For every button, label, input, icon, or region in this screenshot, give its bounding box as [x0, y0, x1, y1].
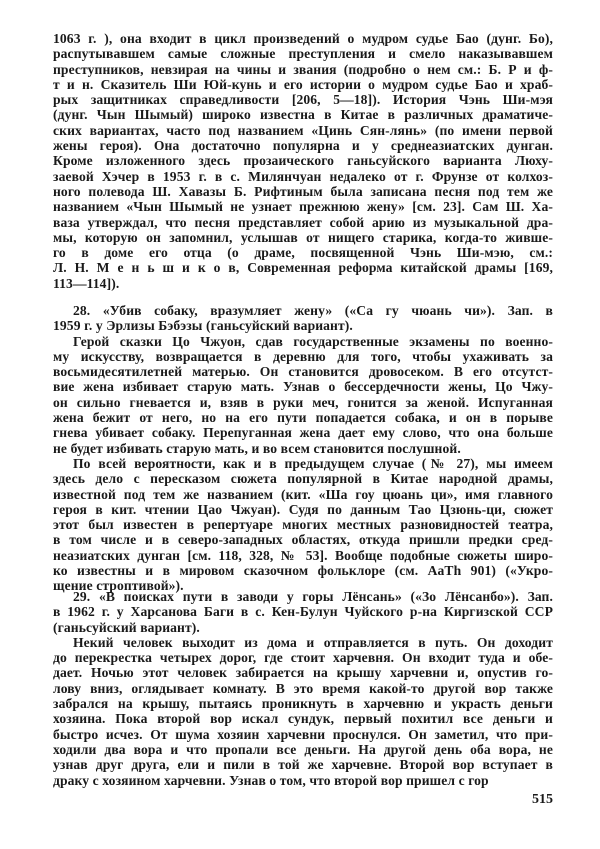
text-line: му искусству, возвращается в деревню для того, чтобы ухаживать за: [53, 348, 553, 364]
paragraph: [53, 635, 553, 788]
text-line: узнав друг друга, ели и пили в той же харчевне. Второй вор вступает в: [53, 757, 553, 773]
text-line: ного полевода Ш. Хавазы Б. Рифтиным была записана песня под тем же: [53, 183, 553, 199]
text-line: драку с хозяином харчевни. Узнав о том, что второй вор пришел с гор: [53, 772, 489, 788]
text-line: (ганьсуйский вариант).: [53, 619, 200, 635]
text-line: в 1962 г. у Харсанова Баги в с. Кен-Булун Чуйского р-на Киргизской ССР: [53, 604, 553, 620]
text-line: лову вниз, оглядывает комнату. В это время какой-то другой вор также: [53, 680, 553, 696]
text-line: т и н. Сказитель Ши Юй-кунь и его истории о мудром судье Бао и храб-: [53, 76, 553, 92]
text-line: 1063 г. ), она входит в цикл произведений о мудром судье Бао (дунг. Бо),: [53, 31, 553, 46]
text-line: Кроме изложенного здесь прозаического ганьсуйского варианта Люху-: [53, 153, 553, 169]
text-line: 1959 г. у Эрлизы Бэбэзы (ганьсуйский вариант).: [53, 318, 353, 334]
page-number: 515: [532, 792, 553, 807]
text-line: По всей вероятности, как и в предыдущем случае (№ 27), мы имеем: [73, 455, 553, 471]
text-line: он сильно гневается и, взяв в руки меч, гонится за женой. Испуганная: [53, 394, 553, 410]
commentary-continuation: [53, 31, 553, 291]
text-line: ко известны и в мировом сказочном фольклоре (см. AaTh 901) («Укро-: [53, 563, 553, 579]
paragraph: [53, 334, 553, 456]
text-line: дает. Ночью этот человек забирается на крышу харчевни и, опустив го-: [53, 665, 553, 681]
text-line: 29. «В поисках пути в заводи у горы Лёнсань» («Зо Лёнсанбо»). Зап.: [73, 589, 553, 604]
text-line: мы, которую он запомнил, услышав от нищего старика, когда-то живше-: [53, 229, 553, 245]
commentary-entry-28: [53, 303, 553, 594]
text-line: этот был известен в репертуаре многих местных разновидностей театра,: [53, 517, 553, 533]
text-line: восьмидесятилетней матерью. Он становится дровосеком. В его отсутст-: [53, 364, 553, 380]
text-line: не будет избивать старую мать, и во всем становится послушной.: [53, 440, 461, 456]
text-line: 28. «Убив собаку, вразумляет жену» («Са гу чюань чи»). Зап. в: [73, 303, 553, 318]
text-line: здесь дело с пересказом сюжета популярной в Китае народной драмы,: [53, 471, 553, 487]
text-line: распутывавшем самые сложные преступления и смело наказывавшем: [53, 46, 553, 62]
text-line: го в доме его отца (о драме, посвященной Чэнь Ши-мэю, см.:: [53, 245, 553, 261]
text-line: ходили два вора и что пропали все деньги. На другой день оба вора, не: [53, 741, 553, 757]
text-line: героя в кит. чтении Цао Чжуан). Судя по данным Тао Цзюнь-ци, сюжет: [53, 501, 553, 517]
text-line: быстро исчез. От шума хозяин харчевни проснулся. Он заметил, что при-: [53, 726, 553, 742]
text-line: ваза утверждал, что песня представляет собой арию из музыкальной дра-: [53, 214, 553, 230]
paragraph: [53, 31, 553, 291]
text-line: жены героя). Она достаточно популярна и у среднеазиатских дунган.: [53, 138, 553, 154]
paragraph: [53, 456, 553, 594]
text-line: до перекрестка четырех дорог, где стоит харчевня. Он входит туда и обе-: [53, 650, 553, 666]
text-line: щение строптивой»).: [53, 578, 184, 594]
text-line: вие жена избивает старую мать. Узнав о бессердечности жены, Цо Чжу-: [53, 379, 553, 395]
text-line: преступников, невзирая на чины и звания (подробно о нем см.: Б. Р и ф-: [53, 61, 553, 77]
text-line: Л. Н. М е н ь ш и к о в, Современная реформа китайской драмы [169,: [53, 260, 553, 276]
commentary-entry-29: [53, 589, 553, 788]
text-line: рых защитниках справедливости [206, 5—18]). История Чэнь Ши-мэя: [53, 92, 553, 108]
paragraph: [53, 303, 553, 334]
text-line: Некий человек выходит из дома и отправляется в путь. Он доходит: [73, 634, 553, 650]
paragraph: [53, 589, 553, 635]
text-line: известной под тем же названием (кит. «Ша гоу цюань ци», имя главного: [53, 486, 553, 502]
text-line: неазиатских дунган [см. 118, 328, № 53]. Вообще подобные сюжеты широ-: [53, 547, 553, 563]
text-line: гнева убивает собаку. Перепуганная жена дает ему слово, что она больше: [53, 425, 553, 441]
text-line: в том числе и в северо-западных областях, откуда пришли предки сред-: [53, 532, 553, 548]
text-line: хозяина. Пока второй вор искал сундук, первый похитил все деньги и: [53, 711, 553, 727]
text-line: названием «Чын Шымый не узнает прежнюю жену» [см. 23]. Сам Ш. Ха-: [53, 199, 553, 215]
text-line: жена бежит от него, но на его пути попадается собака, и он в порыве: [53, 410, 553, 426]
text-line: Герой сказки Цо Чжуон, сдав государственные экзамены по военно-: [73, 333, 553, 349]
text-line: ских вариантах, часто под названием «Цинь Сян-лянь» (по имени первой: [53, 122, 553, 138]
text-line: 113—114]).: [53, 275, 120, 291]
text-line: заевой Хэчер в 1953 г. в с. Милянчуан недалеко от г. Фрунзе от колхоз-: [53, 168, 553, 184]
text-line: (дунг. Чын Шымый) широко известна в Китае в различных драматиче-: [53, 107, 553, 123]
text-line: забрался на крышу, пытаясь проникнуть в харчевню и украсть деньги: [53, 696, 553, 712]
